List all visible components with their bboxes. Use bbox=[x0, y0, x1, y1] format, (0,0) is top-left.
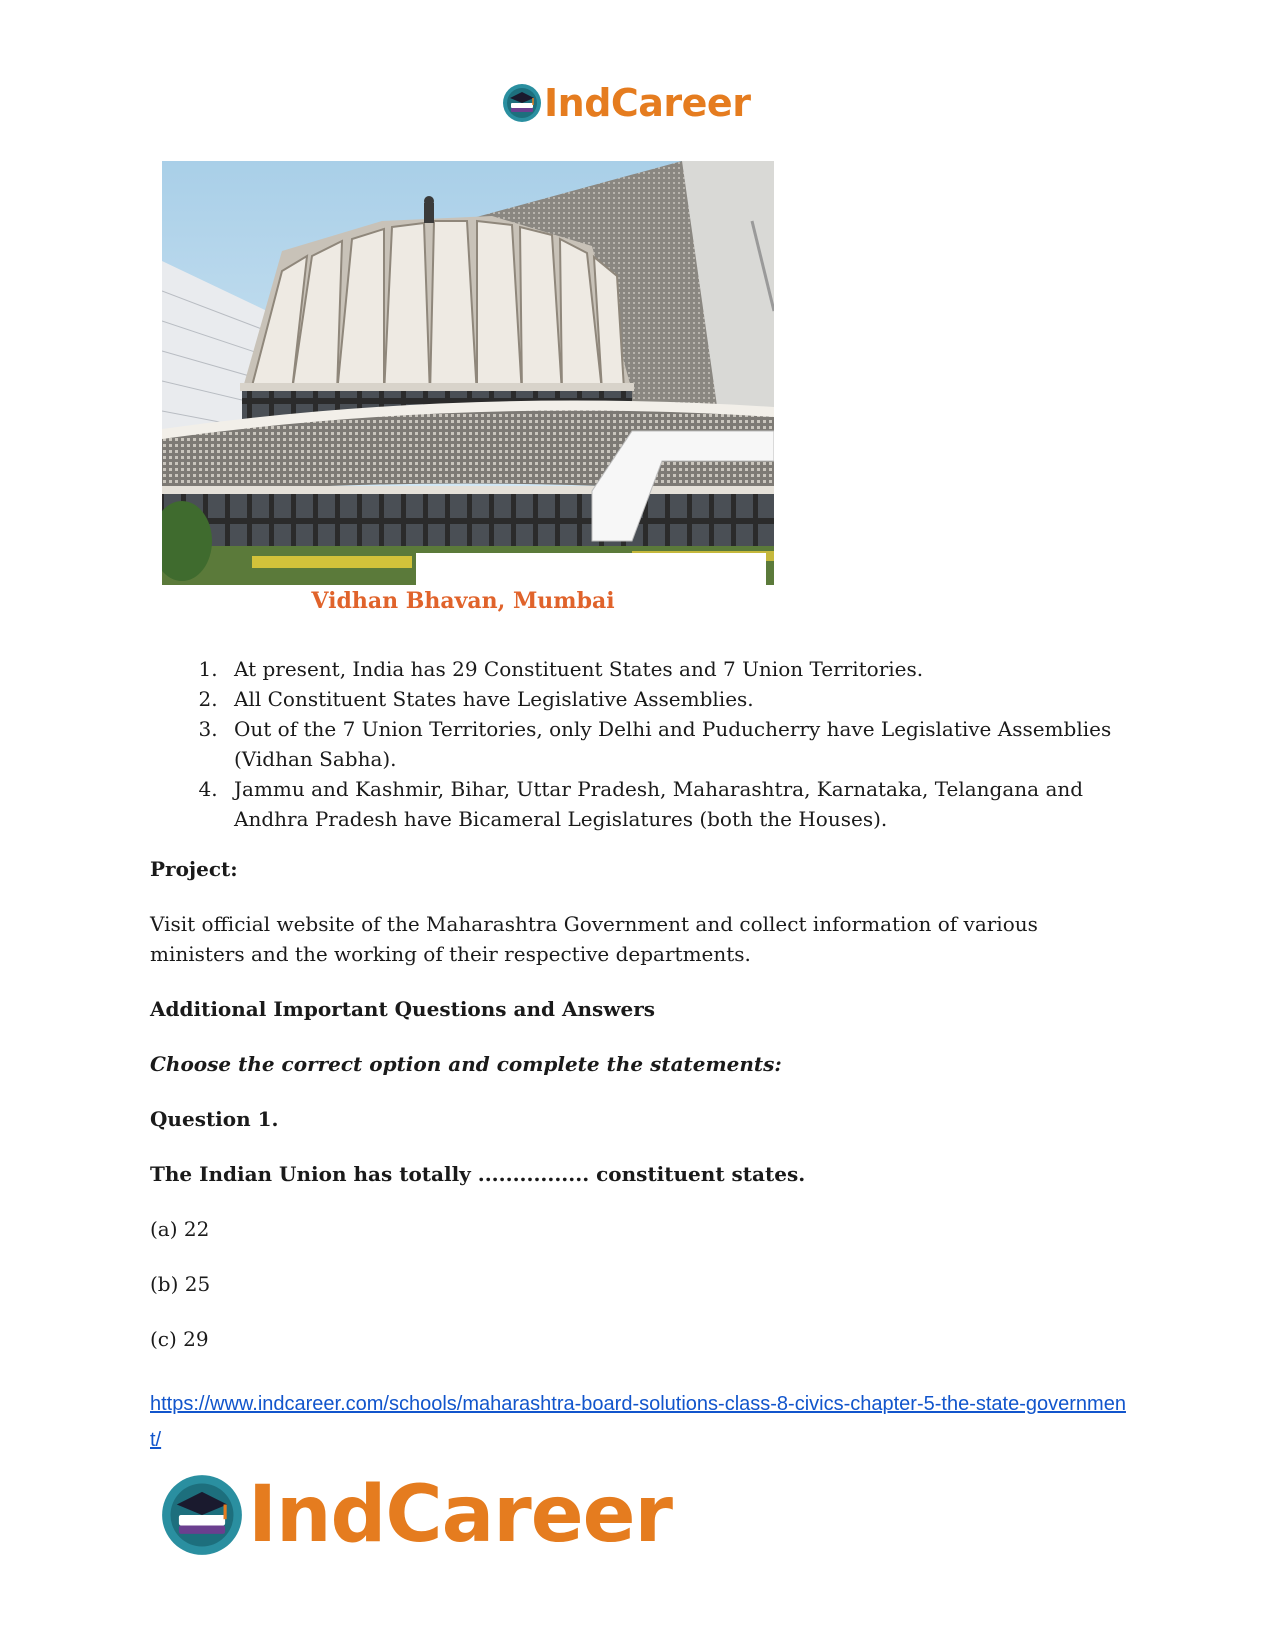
project-heading: Project: bbox=[150, 857, 238, 881]
footer-logo-text: IndCareer bbox=[248, 1470, 672, 1560]
source-url-link[interactable]: https://www.indcareer.com/schools/maharashtra-board-solutions-class-8-civics-chapter-5-the-state-government/ bbox=[150, 1393, 1126, 1451]
instruction-text: Choose the correct option and complete the statements: bbox=[150, 1052, 782, 1076]
list-item: 4. Jammu and Kashmir, Bihar, Uttar Pradesh, Maharashtra, Karnataka, Telangana and Andhra Pradesh have Bicameral Legislatures (both the Houses). bbox=[224, 774, 1130, 834]
question-label: Question 1. bbox=[150, 1107, 279, 1131]
facts-list bbox=[150, 654, 1130, 834]
header-logo bbox=[502, 80, 750, 126]
question-text: The Indian Union has totally ................ constituent states. bbox=[150, 1162, 806, 1186]
photo-caption: Vidhan Bhavan, Mumbai bbox=[311, 588, 615, 614]
header-logo-text: IndCareer bbox=[544, 81, 751, 125]
vidhan-bhavan-photo bbox=[162, 161, 774, 585]
list-item: 2. All Constituent States have Legislative Assemblies. bbox=[224, 684, 1130, 714]
additional-heading: Additional Important Questions and Answers bbox=[150, 997, 656, 1021]
footer-logo bbox=[160, 1470, 672, 1560]
list-item: 1. At present, India has 29 Constituent States and 7 Union Territories. bbox=[224, 654, 1130, 684]
list-item: 3. Out of the 7 Union Territories, only Delhi and Puducherry have Legislative Assemblies (Vidhan Sabha). bbox=[224, 714, 1130, 774]
indcareer-logo-icon bbox=[502, 83, 542, 123]
option-c: (c) 29 bbox=[150, 1327, 209, 1351]
project-text: Visit official website of the Maharashtra Government and collect information of various ministers and the working of their respective departments. bbox=[150, 912, 1038, 966]
indcareer-logo-icon bbox=[160, 1473, 244, 1557]
document-body bbox=[150, 654, 1130, 1379]
option-b: (b) 25 bbox=[150, 1272, 211, 1296]
option-a: (a) 22 bbox=[150, 1217, 210, 1241]
